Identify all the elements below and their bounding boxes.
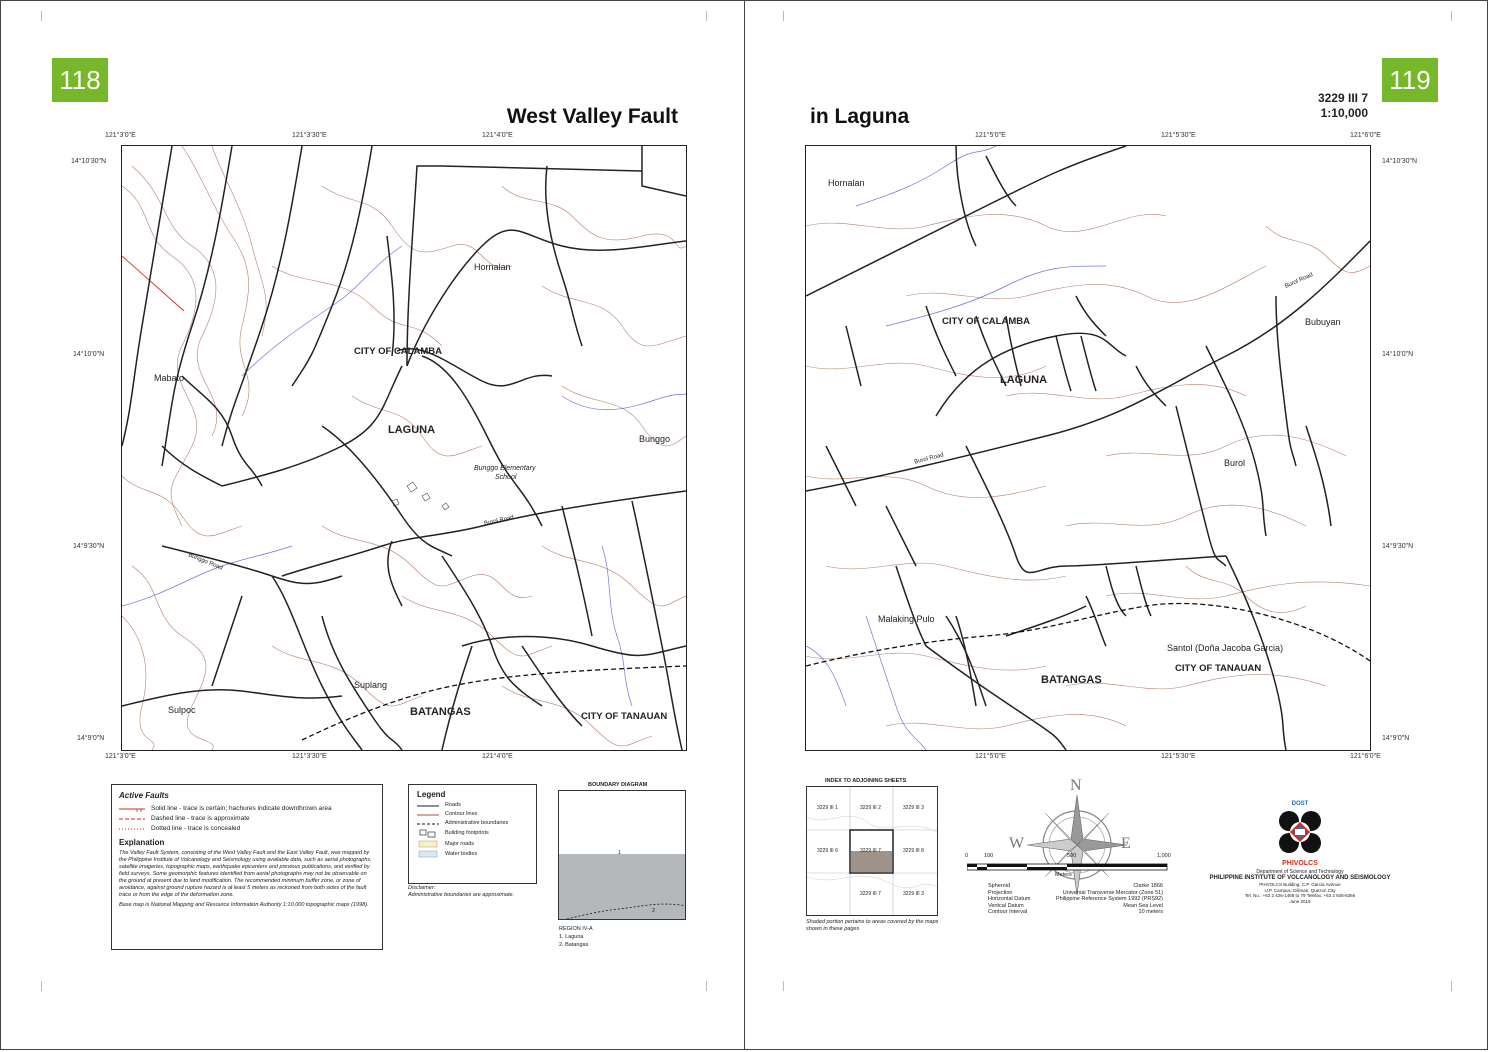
phivolcs-logo-icon [1274,807,1326,857]
scale-tick: 100 [984,853,994,859]
legend-panel [408,784,537,884]
index-heading: INDEX TO ADJOINING SHEETS [825,778,907,784]
contour-symbol [417,812,439,818]
projection-row [988,903,1163,910]
place-label: Bunggo [639,434,671,444]
explanation-heading: Explanation [119,838,165,847]
building-icon [417,829,439,838]
coord-label: 121°5'30"E [1161,132,1196,139]
place-label: CITY OF TANAUAN [1175,663,1262,674]
place-label: CITY OF TANAUAN [581,711,668,722]
index-cell: 3229 III 3 [903,805,924,811]
compass-north: N [1070,777,1082,794]
phivolcs-block [1195,801,1405,904]
place-label: Suplang [354,680,388,690]
projection-value: Clarke 1866 [1133,883,1163,889]
legend-text: Contour lines [445,811,478,817]
crop-mark [706,11,717,21]
base-map-text: Base map is National Mapping and Resource Information Authority 1:10,000 topographic maps (1998). [119,902,369,908]
map-canvas [806,146,1370,750]
projection-key: Vertical Datum [988,902,1024,909]
place-label: Sulpoc [168,705,196,715]
index-cell: 3229 III 3 [903,891,924,897]
place-label: BATANGAS [410,706,471,718]
place-label: BATANGAS [1041,674,1102,686]
index-note: Shaded portion pertains to areas covered by the maps shown in these pages [806,919,939,932]
coord-label: 121°6'0"E [1350,753,1381,760]
scale-tick: 500 [1067,853,1077,859]
place-label: LAGUNA [388,424,436,436]
projection-info [988,883,1163,916]
legend-text: Administrative boundaries [445,820,509,826]
place-label: Santol (Doña Jacoba Garcia) [1167,643,1284,653]
map-title: West Valley Fault [506,105,678,128]
address-line: PHIVOLCS Building, C.P. Garcia Avenue [1259,882,1341,887]
projection-row [988,896,1163,903]
compass-west: W [1009,835,1025,852]
address-line: U.P. Campus, Diliman, Quezon City [1264,887,1336,893]
map-title: in Laguna [810,105,910,128]
explanation-text: The Valley Fault System, consisting of the West Valley Fault and the East Valley Fault, was mapped by the Philippine Institute of Volcanology and Seismology using available data, such as aerial photographs, satellite imageries, topographic maps, earthquake epicenters and previous publications, and verified by field surveys. Some geomorphic features identified from aerial photographs may not be observable on the ground at present due to land modification. The recommended minimum buffer zone, or zone of avoidance, against ground rupture hazard is at least 5 meters as reckoned from both sides of the fault trace or from the edge of the deformation zone. [119,850,372,898]
coord-label: 14°9'30"N [1382,543,1414,550]
boundary-heading: BOUNDARY DIAGRAM [588,782,648,788]
publication-date: June 2015 [1289,898,1311,904]
roads-symbol [417,803,439,809]
map-frame-right[interactable] [805,145,1371,751]
scale-tick: 1,000 [1157,853,1171,859]
map-frame-left[interactable] [121,145,687,751]
index-cell: 3229 III 1 [817,805,838,811]
index-cell: 3229 III 8 [903,848,924,854]
projection-row [988,890,1163,897]
projection-key: Spheroid [988,883,1011,889]
projection-row [988,909,1163,916]
region-label: REGION IV-A [559,926,593,932]
place-label: Bubuyan [1305,317,1341,327]
legend-text: Dashed line - trace is approximate [151,815,250,822]
road-label: Burol Road [1284,272,1314,290]
coord-label: 14°9'0"N [1382,735,1410,742]
projection-key: Horizontal Datum [988,896,1031,903]
water-bodies-symbol [417,850,439,858]
place-label: School [495,474,517,481]
dost-label: DOST [1291,801,1309,807]
legend-heading: Legend [417,790,446,799]
projection-key: Projection [988,889,1013,896]
fault-dashed-symbol [119,816,145,822]
coord-label: 121°5'30"E [1161,753,1196,760]
place-label: Mabato [154,373,185,383]
page-number: 118 [52,58,108,102]
place-label: CITY OF CALAMBA [942,316,1030,327]
sheet-number: 3229 III 7 [1317,91,1368,105]
boundary-canvas [559,791,686,920]
map-canvas [122,146,686,750]
crop-mark [1451,981,1462,991]
crop-mark [706,981,717,991]
zone-label: 1 [618,850,622,856]
road-label: Burol Road [483,514,515,528]
scale-bar-graphic [967,862,1187,874]
crop-mark [31,11,42,21]
road-label: Burol Road [913,452,945,466]
place-label: Malaking Pulo [878,614,935,624]
major-roads-symbol [417,840,439,848]
index-cell: 3229 III 2 [860,805,881,811]
coord-label: 14°10'30"N [1382,158,1418,165]
place-label: CITY OF CALAMBA [354,346,442,357]
place-label: LAGUNA [1000,374,1048,386]
coord-label: 121°5'0"E [975,132,1006,139]
coord-label: 121°3'0"E [105,132,136,139]
projection-value: Universal Transverse Mercator (Zone 51) [1062,889,1163,896]
institute-name: PHILIPPINE INSTITUTE OF VOLCANOLOGY AND SEISMOLOGY [1209,875,1391,881]
crop-mark [773,11,784,21]
coord-label: 14°10'0"N [1382,351,1414,358]
place-label: Hornalan [474,262,511,272]
place-label: Hornalan [828,178,865,188]
coord-label: 121°3'30"E [292,753,327,760]
scale-unit: Meters [1055,872,1072,878]
right-page [744,0,1488,1050]
sheet-info [1300,91,1368,121]
projection-value: 10 meters [1138,909,1163,916]
legend-text: Major roads [445,840,475,847]
coord-label: 121°5'0"E [975,753,1006,760]
coord-label: 121°4'0"E [482,132,513,139]
disclaimer-text: Administrative boundaries are approximate. [408,892,515,898]
legend-text: Solid line - trace is certain; hachures indicate downthrown area [151,805,332,812]
fault-dotted-symbol [119,826,145,832]
admin-boundary-symbol [417,821,439,827]
projection-value: Philippine Reference System 1992 (PRS92) [1055,896,1163,903]
phivolcs-label: PHIVOLCS [1282,860,1318,867]
region-entry: 1. Laguna [559,934,584,940]
dept-name: Department of Science and Technology [1256,869,1344,875]
road-label: Bunggo Road [187,552,224,572]
projection-row [988,883,1163,890]
compass-east: E [1121,835,1131,852]
legend-text: Building footprints [445,830,489,836]
fault-solid-symbol [119,806,145,812]
coord-label: 14°10'0"N [73,351,105,358]
legend-text: Water bodies [445,850,478,857]
projection-key: Contour Interval [988,909,1028,916]
legend-text: Dotted line - trace is concealed [151,825,241,832]
region-entry: 2. Batangas [559,942,589,948]
coord-label: 121°6'0"E [1350,132,1381,139]
place-label: Burol [1224,458,1246,468]
index-cell: 3229 III 7 [860,848,881,854]
index-cell: 3229 III 6 [817,848,838,854]
scale-tick: 0 [965,853,969,859]
map-scale: 1:10,000 [1320,106,1368,120]
crop-mark [31,981,42,991]
panel-heading: Active Faults [119,791,169,800]
disclaimer-title: Disclaimer: [408,885,436,891]
zone-label: 2 [652,908,656,914]
left-page [0,0,745,1050]
legend-text: Roads [445,802,461,808]
coord-label: 121°3'30"E [292,132,327,139]
scale-bar [967,853,1187,879]
coord-label: 121°3'0"E [105,753,136,760]
active-faults-panel [111,784,383,950]
coord-label: 14°9'30"N [73,543,105,550]
crop-mark [773,981,784,991]
place-label: Bunggo Elementary [474,465,536,472]
coord-label: 121°4'0"E [482,753,513,760]
coord-label: 14°9'0"N [77,735,105,742]
boundary-diagram [558,790,686,920]
projection-value: Mean Sea Level [1123,902,1163,909]
crop-mark [1451,11,1462,21]
index-grid [806,786,938,916]
address-line: Tel. No.: +63 2 426-1468 to 79 Telefax: +63 2 926-8366 [1244,893,1356,898]
index-cell: 3229 III 7 [860,891,881,897]
coord-label: 14°10'30"N [71,158,107,165]
page-number: 119 [1382,58,1438,102]
